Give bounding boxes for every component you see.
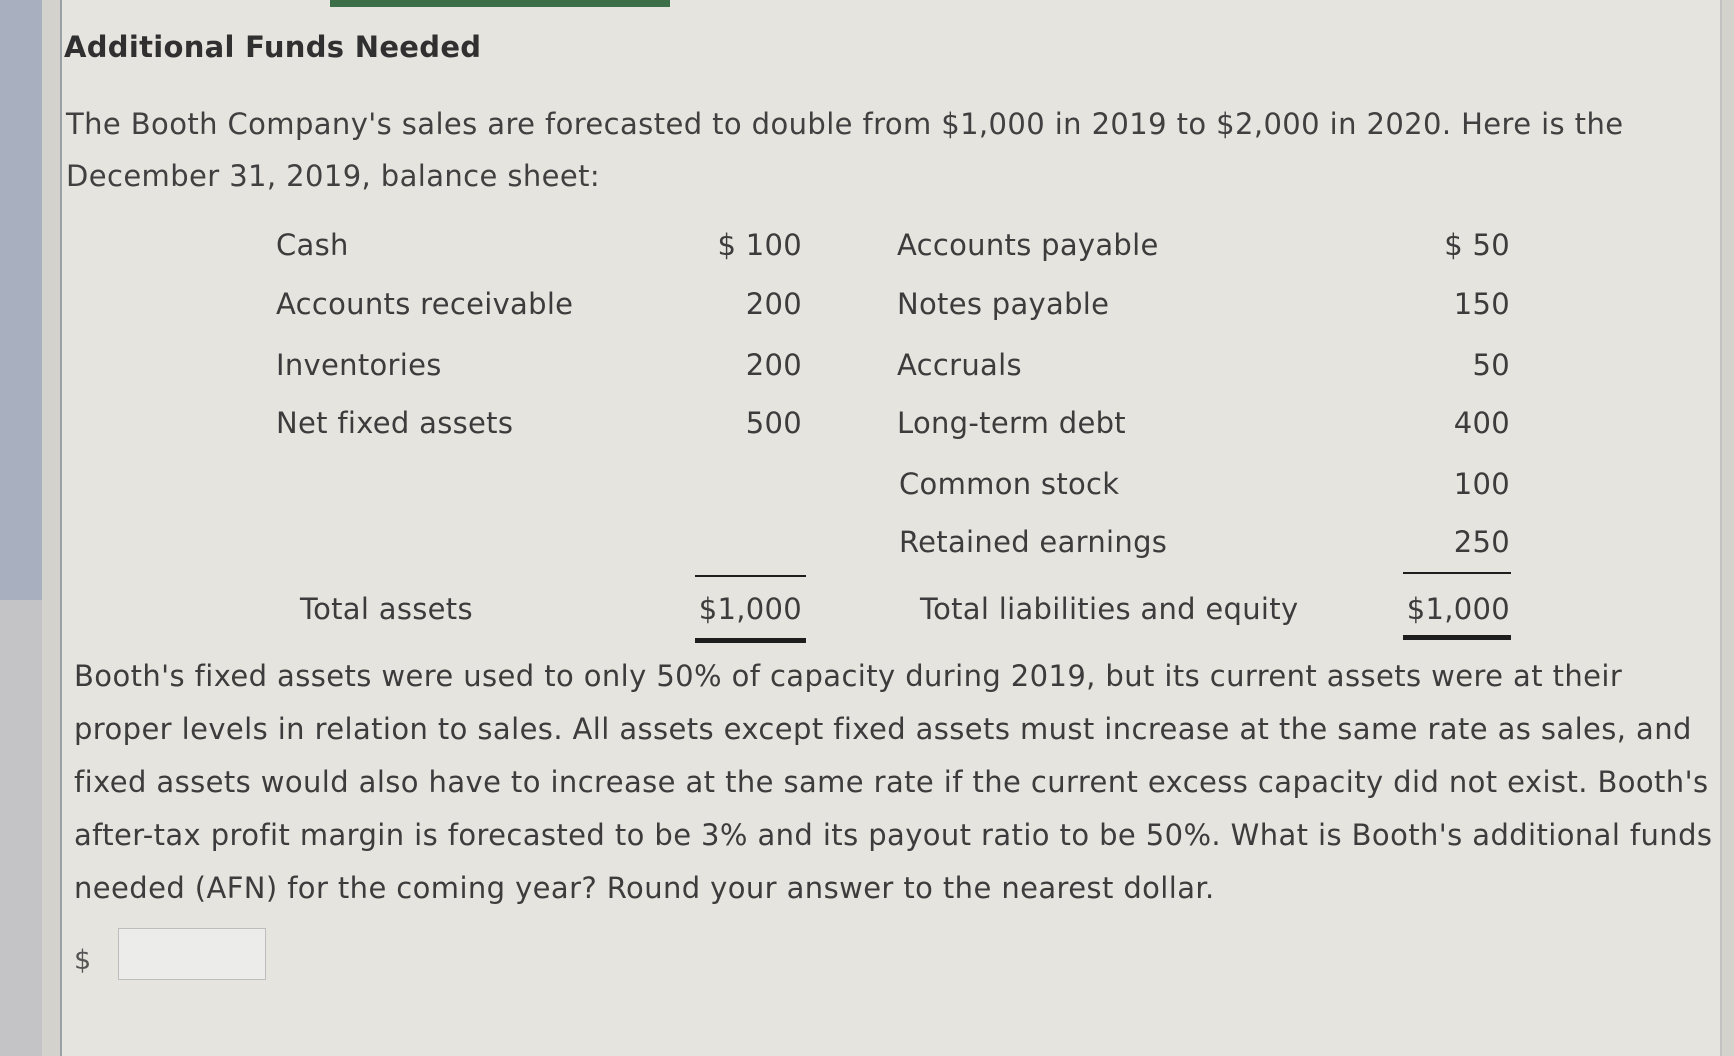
liability-label: Common stock [899, 467, 1120, 501]
balance-row [0, 228, 1734, 268]
asset-value: 200 [745, 348, 802, 382]
asset-value: 500 [745, 406, 802, 440]
liabilities-total-double-rule [1403, 635, 1511, 640]
asset-value: $ 100 [717, 228, 802, 262]
liability-value: 250 [1453, 525, 1510, 559]
totals-row [0, 592, 1734, 632]
balance-row [0, 287, 1734, 327]
intro-text: The Booth Company's sales are forecasted to double from $1,000 in 2019 to $2,000 in 2020. Here is the December 31, 2019, balance sheet: [66, 107, 1624, 193]
liability-value: 50 [1472, 348, 1510, 382]
total-liabilities-value: $1,000 [1406, 592, 1510, 626]
asset-label: Accounts receivable [276, 287, 574, 321]
balance-row [0, 348, 1734, 388]
liability-label: Notes payable [897, 287, 1110, 321]
balance-row [0, 525, 1734, 565]
liability-value: 100 [1453, 467, 1510, 501]
afn-answer-input[interactable] [118, 928, 266, 980]
liability-label: Retained earnings [899, 525, 1168, 559]
total-liabilities-label: Total liabilities and equity [920, 592, 1299, 626]
liability-value: 400 [1453, 406, 1510, 440]
liability-label: Accruals [897, 348, 1022, 382]
answer-currency-symbol: $ [74, 945, 92, 976]
asset-label: Cash [276, 228, 349, 262]
question-title: Additional Funds Needed [64, 30, 482, 64]
asset-label: Inventories [276, 348, 442, 382]
asset-value: 200 [745, 287, 802, 321]
assets-total-double-rule [695, 638, 806, 643]
balance-row [0, 406, 1734, 446]
liability-label: Accounts payable [897, 228, 1159, 262]
total-assets-value: $1,000 [698, 592, 802, 626]
balance-row [0, 467, 1734, 507]
liabilities-subtotal-rule [1403, 572, 1511, 574]
question-text: Booth's fixed assets were used to only 50% of capacity during 2019, but its current assets were at their proper levels in relation to sales. All assets except fixed assets must increase at the same rate as sales, and fixed assets would also have to increase at the same rate if the current excess capacity did not exist. Booth's after-tax profit margin is forecasted to be 3% and its payout ratio to be 50%. What is Booth's additional funds needed (AFN) for the coming year? Round your answer to the nearest dollar. [74, 659, 1713, 905]
liability-value: $ 50 [1444, 228, 1510, 262]
asset-label: Net fixed assets [276, 406, 514, 440]
liability-value: 150 [1453, 287, 1510, 321]
top-accent-bar [330, 0, 670, 7]
liability-label: Long-term debt [897, 406, 1126, 440]
total-assets-label: Total assets [300, 592, 473, 626]
assets-subtotal-rule [695, 575, 806, 577]
window-left-edge-lower [0, 600, 42, 1056]
